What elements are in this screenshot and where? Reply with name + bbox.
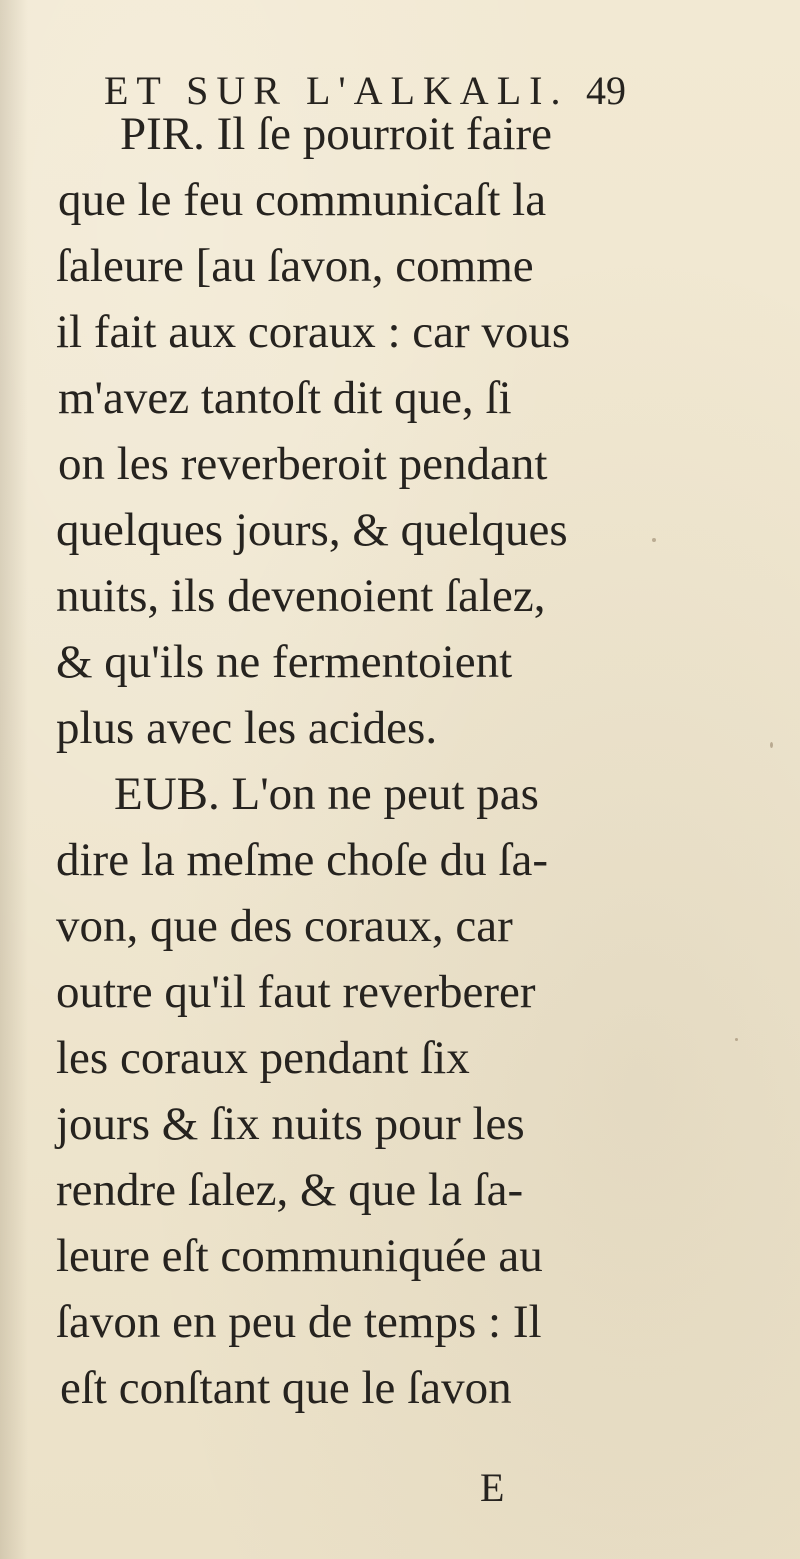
- paper-speck: [770, 742, 773, 748]
- text-block: [0, 108, 800, 1498]
- text-line: PIR. Il ſe pourroit faire: [120, 108, 553, 160]
- text-line: on les reverberoit pendant: [58, 438, 548, 490]
- text-line: quelques jours, & quelques: [56, 504, 568, 556]
- text-line: nuits, ils devenoient ſalez,: [56, 570, 546, 622]
- page-number: 49: [586, 68, 626, 113]
- running-title: ET SUR L'ALKALI.: [104, 68, 569, 113]
- text-line: ſaleure [au ſavon, comme: [56, 240, 534, 292]
- text-line: jours & ſix nuits pour les: [56, 1098, 525, 1150]
- text-line: que le feu communicaſt la: [58, 174, 547, 226]
- text-line: ſavon en peu de temps : Il: [56, 1296, 542, 1348]
- signature-mark: E: [480, 1465, 505, 1510]
- text-line: rendre ſalez, & que la ſa-: [56, 1164, 524, 1216]
- text-line: eſt conſtant que le ſavon: [60, 1362, 512, 1414]
- text-line: plus avec les acides.: [56, 702, 438, 754]
- text-line: il fait aux coraux : car vous: [56, 306, 571, 358]
- paper-speck: [735, 1038, 738, 1041]
- text-line: outre qu'il faut reverberer: [56, 966, 536, 1018]
- text-line: EUB. L'on ne peut pas: [114, 768, 539, 820]
- text-line: leure eſt communiquée au: [56, 1230, 543, 1282]
- text-line: les coraux pendant ſix: [56, 1032, 470, 1084]
- text-line: m'avez tantoſt dit que, ſi: [58, 372, 512, 424]
- text-line: dire la meſme choſe du ſa-: [56, 834, 548, 886]
- paper-speck: [652, 538, 656, 542]
- text-line: & qu'ils ne fermentoient: [56, 636, 513, 688]
- text-line: von, que des coraux, car: [56, 900, 513, 952]
